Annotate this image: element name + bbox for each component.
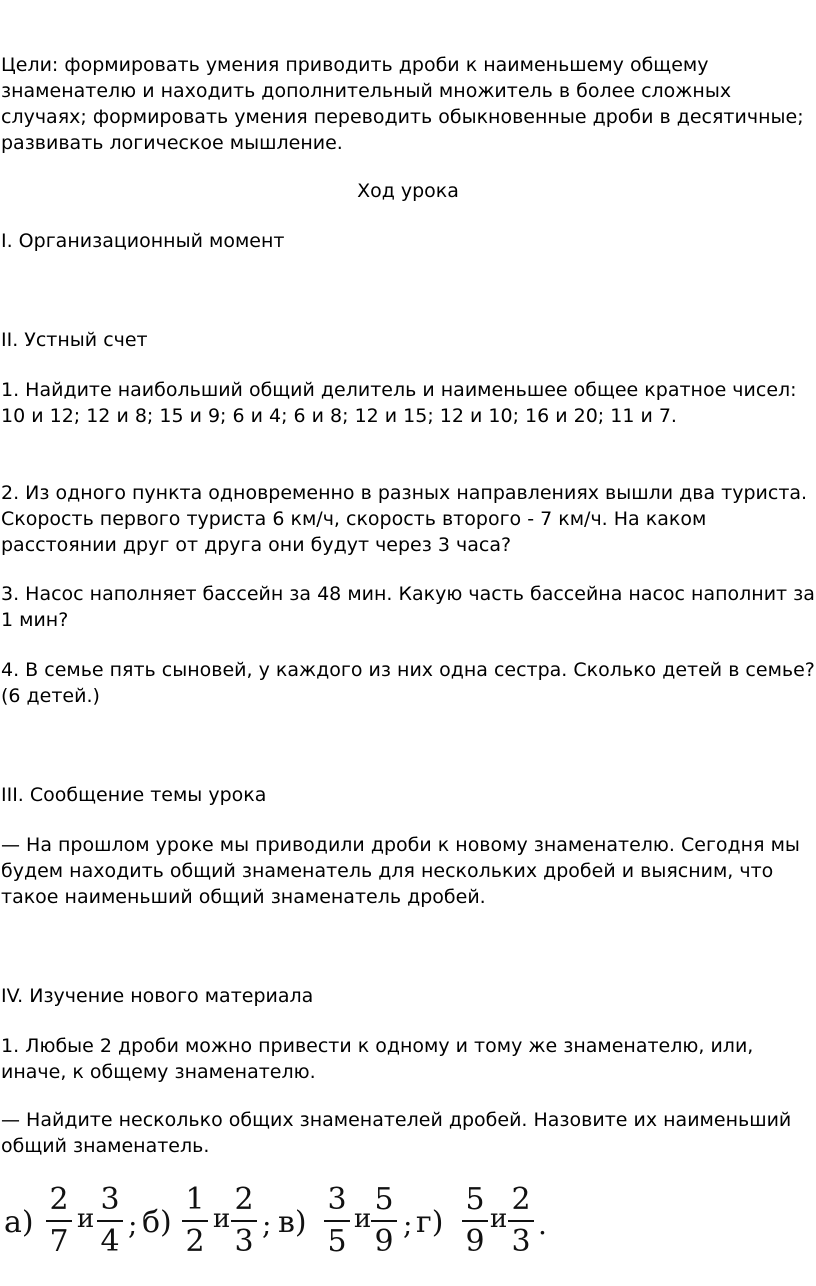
fraction-bar: [462, 1220, 488, 1222]
fraction: [460, 1182, 490, 1260]
fraction-examples: [0, 1176, 816, 1266]
fraction-denominator: 9: [374, 1224, 394, 1259]
lesson-goals: Цели: формировать умения приводить дроби к наименьшему общему знаменателю и находить дополнительный множитель в более сложных случаях; формировать умения переводить обыкновенные дроби в десятичные; развивать логическое мышление.: [1, 54, 804, 154]
fraction-denominator: 5: [327, 1224, 347, 1259]
fraction-bar: [182, 1220, 208, 1222]
fraction-numerator: 1: [185, 1182, 205, 1217]
fraction-bar: [97, 1220, 123, 1222]
lesson-title: Ход урока: [357, 180, 459, 202]
common-denominator-task: — Найдите несколько общих знаменателей дробей. Назовите их наименьший общий знаменатель.: [1, 1109, 792, 1157]
fraction-separator: ;: [262, 1208, 272, 1241]
fraction-conjunction: и: [213, 1204, 231, 1234]
fraction-denominator: 4: [100, 1224, 120, 1259]
fraction-numerator: 3: [100, 1182, 120, 1217]
fraction-bar: [371, 1220, 397, 1222]
fraction-item-label: а): [4, 1205, 34, 1240]
fraction-bar: [231, 1220, 257, 1222]
section-heading-3: III. Сообщение темы урока: [1, 784, 267, 806]
fraction: [229, 1182, 259, 1260]
section-heading-4: IV. Изучение нового материала: [1, 985, 314, 1007]
fraction-bar: [324, 1220, 350, 1222]
section-heading-2: II. Устный счет: [1, 329, 148, 351]
fraction-item-label: г): [416, 1205, 444, 1240]
fraction-bar: [46, 1220, 72, 1222]
fraction-denominator: 7: [49, 1224, 69, 1259]
fraction-denominator: 9: [465, 1224, 485, 1259]
fraction-separator: ;: [403, 1208, 413, 1241]
fraction-numerator: 2: [511, 1182, 531, 1217]
fraction-conjunction: и: [490, 1204, 508, 1234]
fraction-numerator: 2: [49, 1182, 69, 1217]
fraction-numerator: 3: [327, 1182, 347, 1217]
fraction-conjunction: и: [354, 1204, 372, 1234]
fraction-denominator: 3: [234, 1224, 254, 1259]
topic-announcement: — На прошлом уроке мы приводили дроби к новому знаменателю. Сегодня мы будем находить общий знаменатель для нескольких дробей и выясним, что такое наименьший общий знаменатель дробей.: [1, 834, 800, 908]
fraction-conjunction: и: [77, 1204, 95, 1234]
fraction-numerator: 5: [374, 1182, 394, 1217]
section-heading-1: I. Организационный момент: [1, 230, 285, 252]
fraction: [180, 1182, 210, 1260]
fraction: [95, 1182, 125, 1260]
oral-task-1: 1. Найдите наибольший общий делитель и наименьшее общее кратное чисел: 10 и 12; 12 и 8; 15 и 9; 6 и 4; 6 и 8; 12 и 15; 12 и 10; 16 и 20; 11 и 7.: [1, 379, 797, 427]
fraction-separator: ;: [128, 1208, 138, 1241]
fraction: [369, 1182, 399, 1260]
fraction: [44, 1182, 74, 1260]
fraction-numerator: 2: [234, 1182, 254, 1217]
fraction-item-label: б): [142, 1205, 172, 1240]
fraction-end-mark: .: [538, 1208, 547, 1241]
fraction-denominator: 3: [511, 1224, 531, 1259]
oral-task-3: 3. Насос наполняет бассейн за 48 мин. Какую часть бассейна насос наполнит за 1 мин?: [1, 583, 815, 631]
oral-task-4: 4. В семье пять сыновей, у каждого из них одна сестра. Сколько детей в семье? (6 детей.): [1, 659, 815, 707]
new-material-point-1: 1. Любые 2 дроби можно привести к одному и тому же знаменателю, или, иначе, к общему знаменателю.: [1, 1035, 754, 1083]
fraction: [322, 1182, 352, 1260]
fraction-numerator: 5: [465, 1182, 485, 1217]
fraction-item-label: в): [278, 1205, 307, 1240]
fraction-denominator: 2: [185, 1224, 205, 1259]
fraction-bar: [508, 1220, 534, 1222]
oral-task-2: 2. Из одного пункта одновременно в разных направлениях вышли два туриста. Скорость первого туриста 6 км/ч, скорость второго - 7 км/ч. На каком расстоянии друг от друга они будут через 3 часа?: [1, 482, 808, 556]
fraction: [506, 1182, 536, 1260]
